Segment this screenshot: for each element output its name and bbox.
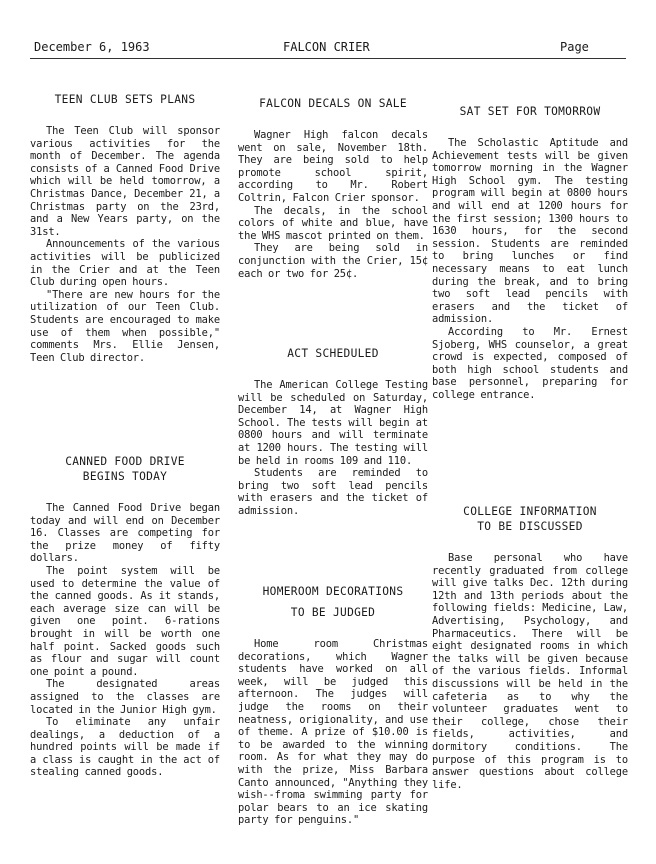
article-paragraph: Announcements of the various activities will be publicized in the Crier and at the Teen Club during open hours. xyxy=(30,238,220,289)
article-paragraph: The Canned Food Drive began today and will end on December 16. Classes are competing for the prize money of fifty dollars. xyxy=(30,502,220,565)
article-paragraph: To eliminate any unfair dealings, a deduction of a hundred points will be made if a class is caught in the act of stealing canned goods. xyxy=(30,716,220,779)
article-paragraph: Wagner High falcon decals went on sale, November 18th. They are being sold to help promote school spirit, according to Mr. Robert Coltrin, Falcon Crier sponsor. xyxy=(238,129,428,204)
article-act xyxy=(238,346,428,518)
article-paragraph: The designated areas assigned to the classes are located in the Junior High gym. xyxy=(30,678,220,716)
article-canned-food xyxy=(30,454,220,779)
headline-teen-club: TEEN CLUB SETS PLANS xyxy=(54,93,196,106)
article-paragraph: The Scholastic Aptitude and Achievement tests will be given tomorrow morning in the Wagner High School gym. The testing program will begin at 0800 hours and will end at 1200 hours for the first session; 1300 hours to 1630 hours, for the second session. Students are reminded to bring lunches or find necessary means to eat lunch during the break, and to bring two soft lead pencils with erasers and the ticket of admission. xyxy=(432,137,628,326)
article-teen-club xyxy=(30,92,220,364)
headline-sat: SAT SET FOR TOMORROW xyxy=(459,105,601,118)
article-paragraph: The American College Testing will be scheduled on Saturday, December 14, at Wagner High School. The tests will begin at 0800 hours and will terminate at 1200 hours. The testing will be held in rooms 109 and 110. xyxy=(238,379,428,467)
article-sat xyxy=(432,104,628,401)
page-header xyxy=(0,40,656,58)
headline-act: ACT SCHEDULED xyxy=(287,347,379,360)
headline-college: COLLEGE INFORMATION TO BE DISCUSSED xyxy=(463,505,597,533)
article-college xyxy=(432,504,628,791)
article-paragraph: The decals, in the school colors of white and blue, have the WHS mascot printed on them. xyxy=(238,204,428,242)
article-paragraph: Students are reminded to bring two soft lead pencils with erasers and the ticket of admission. xyxy=(238,467,428,517)
article-paragraph: Home room Christmas decorations, which Wagner students have worked on all week, will be judged this afternoon. The judges will judge the rooms on their neatness, origionality, and use of theme. A prize of $10.00 is to be awarded to the winning room. As for what they may do with the prize, Miss Barbara Canto announced, "Anything they wish--froma swimming party for polar bears to an ice skating party for penguins." xyxy=(238,638,428,827)
article-decals xyxy=(238,96,428,280)
column-1 xyxy=(30,64,220,864)
header-rule xyxy=(30,58,626,59)
article-paragraph: According to Mr. Ernest Sjoberg, WHS counselor, a great crowd is expected, composed of both high school students and base personnel, preparing for college entrance. xyxy=(432,325,628,401)
page-number: Page xyxy=(560,40,589,54)
article-paragraph: The Teen Club will sponsor various activities for the month of December. The agenda consists of a Canned Food Drive which will be held tomorrow, a Christmas Dance, December 21, a Christmas party on the 23rd, and a New Years party, on the 31st. xyxy=(30,125,220,238)
headline-homeroom: HOMEROOM DECORATIONS TO BE JUDGED xyxy=(262,585,404,619)
article-paragraph: "There are new hours for the utilization of our Teen Club. Students are encouraged to make use of them when possible," comments Mrs. Ellie Jensen, Teen Club director. xyxy=(30,288,220,364)
article-paragraph: They are being sold in conjunction with the Crier, 15¢ each or two for 25¢. xyxy=(238,242,428,280)
issue-date: December 6, 1963 xyxy=(34,40,150,54)
headline-canned-food: CANNED FOOD DRIVE BEGINS TODAY xyxy=(65,455,185,483)
headline-decals: FALCON DECALS ON SALE xyxy=(259,97,407,110)
column-3 xyxy=(432,64,628,864)
article-paragraph: Base personal who have recently graduated from college will give talks Dec. 12th during 12th and 13th periods about the following fields: Medicine, Law, Advertising, Psychology, and Pharmaceutics. There will be eight designated rooms in which the talks will be given because of the various fields. Informal discussions will be held in the cafeteria as to why the volunteer graduates went to their college, chose their fields, activities, and dormitory conditions. The purpose of this program is to answer questions about college life. xyxy=(432,552,628,791)
masthead-title: FALCON CRIER xyxy=(283,40,370,54)
article-homeroom xyxy=(238,584,428,827)
column-2 xyxy=(238,64,428,864)
article-paragraph: The point system will be used to determine the value of the canned goods. As it stands, each average size can will be given one point. 6-rations brought in will be worth one half point. Sacked goods such as flour and sugar will count one point a pound. xyxy=(30,564,220,678)
